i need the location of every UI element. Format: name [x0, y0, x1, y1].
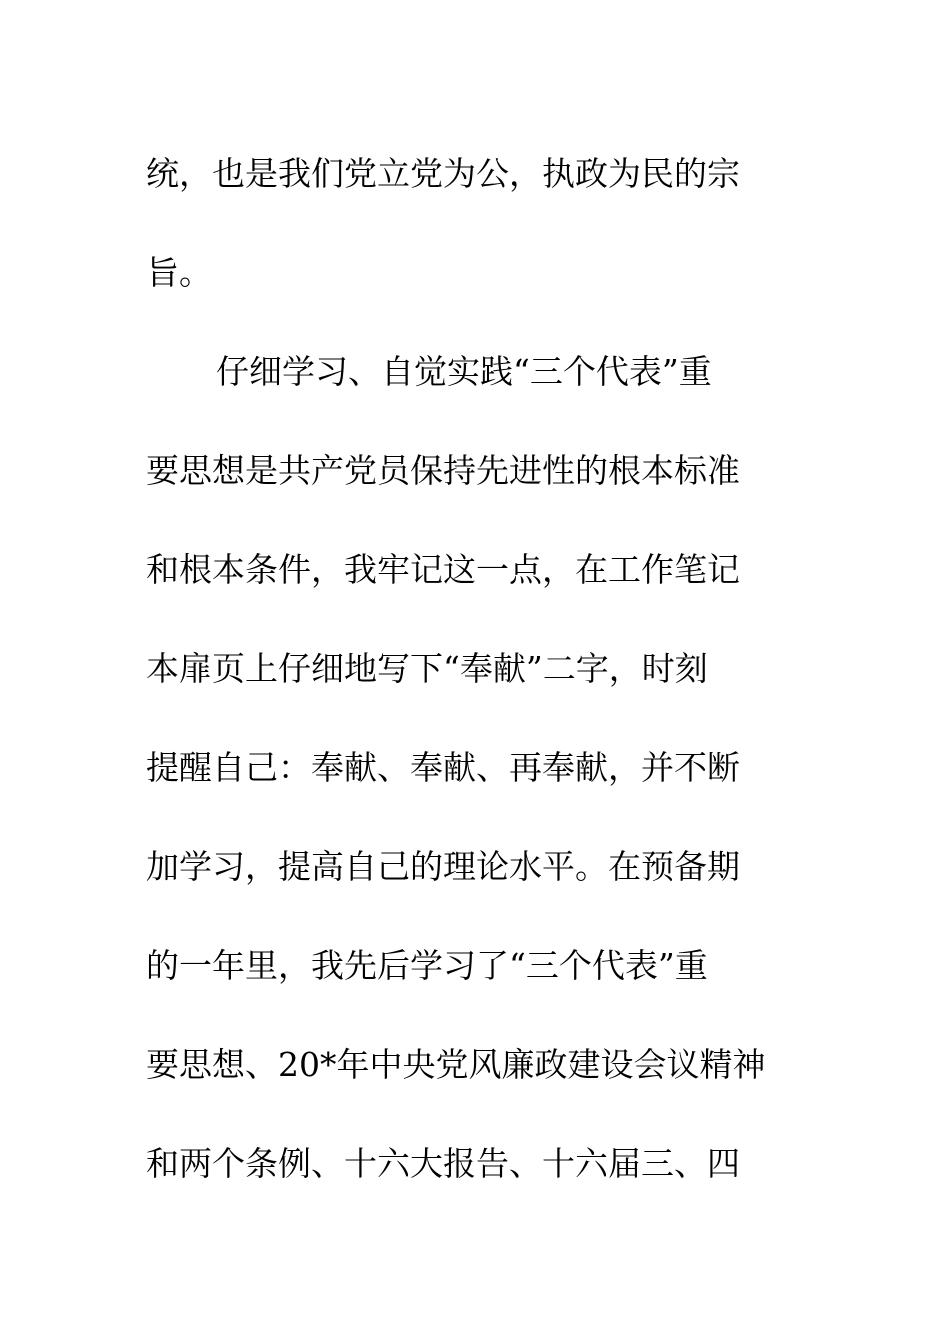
- text-line: 统，也是我们党立党为公，执政为民的宗: [146, 154, 740, 193]
- text-line: 加学习，提高自己的理论水平。在预备期: [146, 847, 740, 886]
- text-line: 旨。: [146, 253, 212, 292]
- text-line: 要思想、20*年中央党风廉政建设会议精神: [146, 1045, 766, 1084]
- paragraph-start-line: 仔细学习、自觉实践“三个代表”重: [216, 352, 712, 391]
- text-line: 和根本条件，我牢记这一点，在工作笔记: [146, 550, 740, 589]
- text-line: 本扉页上仔细地写下“奉献”二字，时刻: [146, 649, 708, 688]
- text-line: 的一年里，我先后学习了“三个代表”重: [146, 946, 708, 985]
- text-line: 要思想是共产党员保持先进性的根本标准: [146, 451, 740, 490]
- text-line: 和两个条例、十六大报告、十六届三、四: [146, 1144, 740, 1183]
- body-text: [146, 124, 806, 1213]
- text-line: 提醒自己：奉献、奉献、再奉献，并不断: [146, 748, 740, 787]
